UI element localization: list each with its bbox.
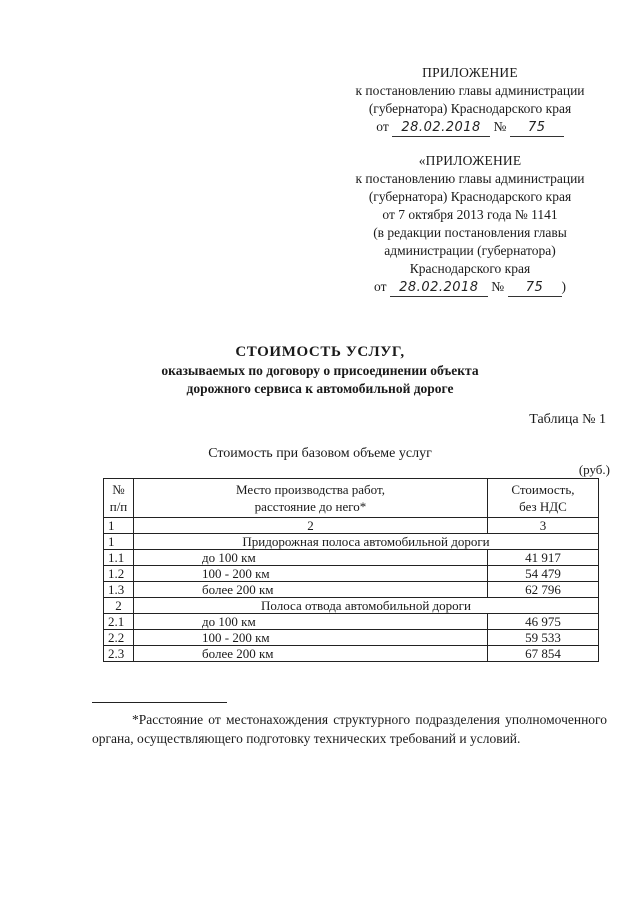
appendix-2-closing: ): [561, 279, 566, 294]
appendix-2-number-value: 75: [508, 280, 562, 297]
footnote-text: *Расстояние от местонахождения структурного подразделения уполномоченного органа, осуществляющего подготовку технических требований и условий.: [92, 712, 607, 746]
row-cost: 67 854: [487, 646, 598, 662]
appendix-2-line4: (в редакции постановления главы: [373, 225, 567, 240]
cost-table: [103, 478, 599, 662]
table-caption: Стоимость при базовом объеме услуг: [208, 446, 432, 461]
row-place: более 200 км: [134, 646, 488, 662]
index-cell: 2: [134, 518, 488, 534]
appendix-2-line5: администрации (губернатора): [384, 243, 556, 258]
heading-subtitle-1: оказываемых по договору о присоединении объекта: [161, 363, 479, 378]
appendix-1-number-prefix: №: [493, 119, 507, 134]
appendix-1-date-prefix: от: [376, 119, 389, 134]
table-row: [104, 566, 599, 582]
header-num: № п/п: [104, 479, 134, 518]
row-place: до 100 км: [134, 550, 488, 566]
header-cost: [487, 479, 598, 518]
section-num: 2: [104, 598, 134, 614]
table-unit: (руб.): [578, 462, 610, 477]
row-place: до 100 км: [134, 614, 488, 630]
header-cost-line1: Стоимость,: [511, 482, 575, 497]
section-num: 1: [104, 534, 134, 550]
table-row: [104, 630, 599, 646]
appendix-2-line6: Краснодарского края: [409, 261, 531, 276]
row-place: более 200 км: [134, 582, 488, 598]
appendix-2-title: «ПРИЛОЖЕНИЕ: [418, 153, 522, 168]
section-row: [104, 598, 599, 614]
table-row: [104, 550, 599, 566]
table-row: [104, 646, 599, 662]
appendix-header-2: [330, 152, 610, 297]
header-place-line1: Место производства работ,: [235, 482, 385, 497]
row-num: 2.2: [104, 630, 134, 646]
appendix-2-date-prefix: от: [374, 279, 387, 294]
footnote-divider: [92, 702, 227, 703]
header-cost-line2: без НДС: [519, 499, 567, 514]
index-cell: 3: [487, 518, 598, 534]
appendix-header-1: [330, 64, 610, 137]
row-num: 1.2: [104, 566, 134, 582]
section-name: Придорожная полоса автомобильной дороги: [134, 534, 599, 550]
section-name: Полоса отвода автомобильной дороги: [134, 598, 599, 614]
header-place-line2: расстояние до него*: [254, 499, 367, 514]
appendix-2-date-value: 28.02.2018: [390, 280, 488, 297]
table-number: Таблица № 1: [529, 412, 606, 427]
section-row: [104, 534, 599, 550]
appendix-1-date-value: 28.02.2018: [392, 120, 490, 137]
appendix-2-line1: к постановлению главы администрации: [355, 171, 585, 186]
appendix-1-line1: к постановлению главы администрации: [355, 83, 585, 98]
row-cost: 59 533: [487, 630, 598, 646]
row-num: 1.1: [104, 550, 134, 566]
row-cost: 62 796: [487, 582, 598, 598]
appendix-1-title: ПРИЛОЖЕНИЕ: [422, 65, 518, 80]
heading-subtitle-2: дорожного сервиса к автомобильной дороге: [186, 381, 454, 396]
row-num: 2.3: [104, 646, 134, 662]
row-cost: 41 917: [487, 550, 598, 566]
header-place: [134, 479, 488, 518]
row-cost: 46 975: [487, 614, 598, 630]
table-index-row: [104, 518, 599, 534]
appendix-1-number-value: 75: [510, 120, 564, 137]
appendix-1-line2: (губернатора) Краснодарского края: [368, 101, 572, 116]
row-cost: 54 479: [487, 566, 598, 582]
document-heading: [70, 342, 570, 398]
table-header-row: [104, 479, 599, 518]
table-row: [104, 582, 599, 598]
appendix-2-line3: от 7 октября 2013 года № 1141: [382, 207, 558, 222]
table-row: [104, 614, 599, 630]
row-place: 100 - 200 км: [134, 566, 488, 582]
heading-title: СТОИМОСТЬ УСЛУГ,: [235, 344, 405, 360]
row-num: 2.1: [104, 614, 134, 630]
row-place: 100 - 200 км: [134, 630, 488, 646]
appendix-2-line2: (губернатора) Краснодарского края: [368, 189, 572, 204]
index-cell: 1: [104, 518, 134, 534]
appendix-1-date-line: [330, 118, 610, 137]
appendix-2-number-prefix: №: [491, 279, 505, 294]
row-num: 1.3: [104, 582, 134, 598]
appendix-2-date-line: [330, 278, 610, 297]
